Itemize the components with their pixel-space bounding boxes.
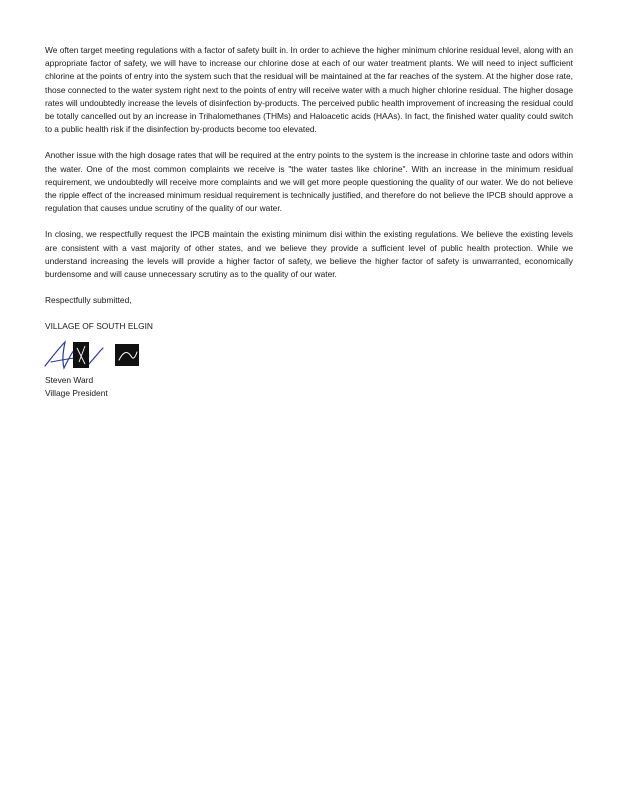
signer-name: Steven Ward <box>45 374 94 385</box>
paragraph-disinfection-byproducts: We often target meeting regulations with a factor of safety built in. In order to achieve the higher minimum chlorine residual level, along with an appropriate factor of safety, we will have to increase our chlorine dose at each of our water treatment plants. We will need to inject sufficient chlorine at the points of entry into the system such that the residual will be maintained at the far reaches of the system. At the higher dose rate, those connected to the water system right next to the points of entry will receive water with a much higher chlorine residual. The higher dosage rates will undoubtedly increase the levels of disinfection by-products. The perceived public health improvement of increasing the residual could be totally cancelled out by an increase in Trihalomethanes (THMs) and Haloacetic acids (HAAs). In fact, the finished water quality could switch to a public health risk if the disinfection by-products become too elevated. <box>45 45 573 135</box>
handwritten-signature <box>43 338 163 374</box>
paragraph-closing-request: In closing, we respectfully request the IPCB maintain the existing minimum disi within the existing regulations. We believe the existing levels are consistent with a vast majority of other states, and we believe they provide a sufficient level of public health protection. While we understand increasing the levels will provide a higher factor of safety, we believe the higher factor of safety is unwarranted, economically burdensome and will cause unnecessary scrutiny as to the quality of our water. <box>45 229 573 280</box>
paragraph-taste-and-odor: Another issue with the high dosage rates that will be required at the entry points to the system is the increase in chlorine taste and odors within the water. One of the most common complaints we receive is "the water tastes like chlorine". With an increase in the minimum residual requirement, we undoubtedly will receive more complaints and we will get more people questioning the quality of our water. We do not believe the ripple effect of the increased minimum residual requirement is technically justified, and therefore do not believe the IPCB should approve a regulation that causes undue scrutiny of the quality of our water. <box>45 150 573 214</box>
signer-title: Village President <box>45 387 108 398</box>
signer-block <box>45 374 573 400</box>
salutation: Respectfully submitted, <box>45 295 132 306</box>
signature-graphic <box>43 338 163 374</box>
letter-body <box>45 44 573 400</box>
organization-name: VILLAGE OF SOUTH ELGIN <box>45 321 153 332</box>
